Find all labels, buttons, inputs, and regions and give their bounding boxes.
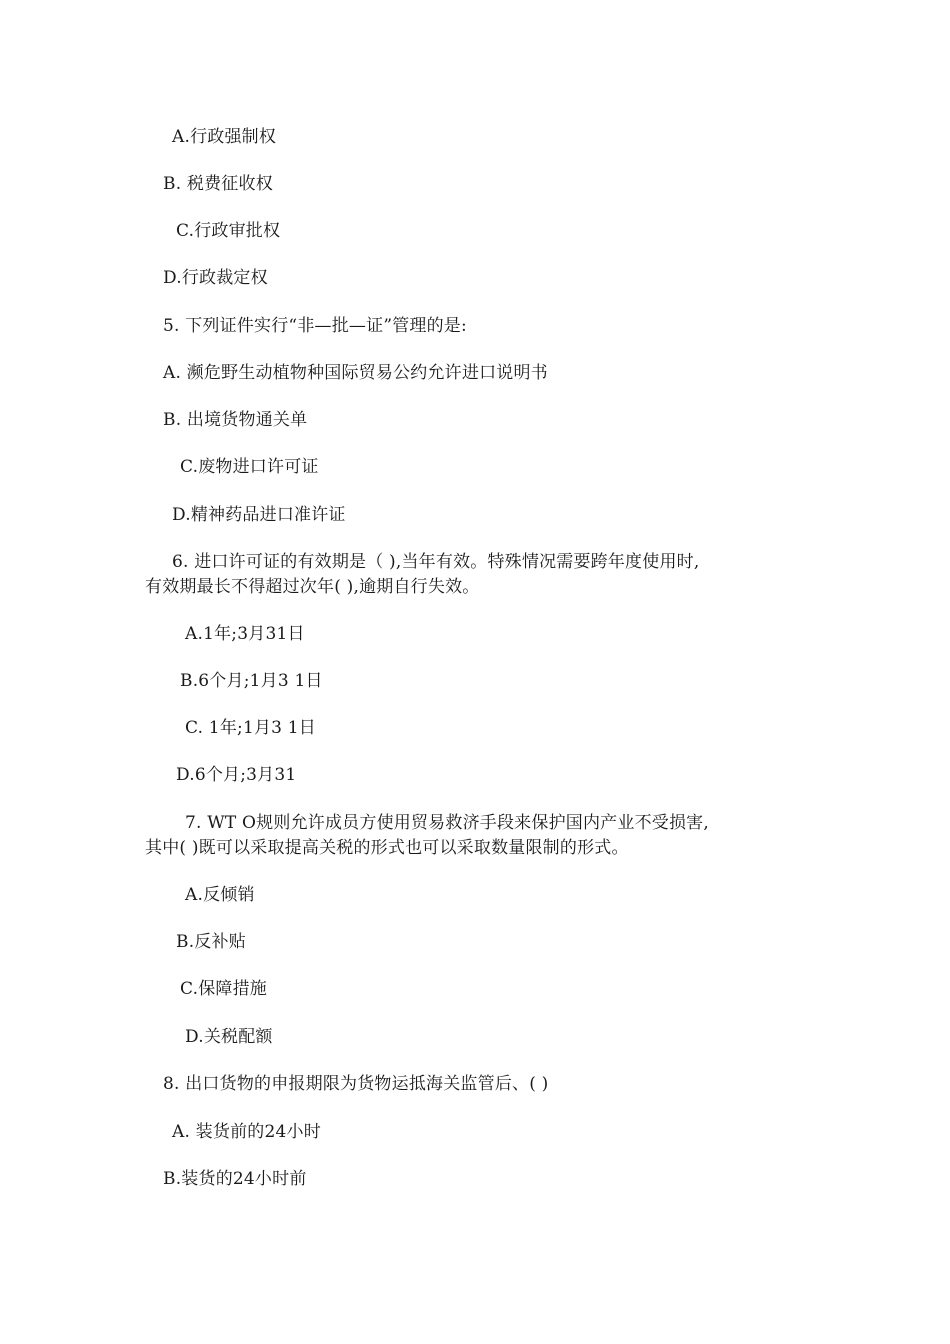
option-a-q5: A. 濒危野生动植物种国际贸易公约允许进口说明书	[163, 363, 548, 383]
question-7-line-1: 7. WT O规则允许成员方使用贸易救济手段来保护国内产业不受损害,	[185, 813, 709, 833]
option-a-q7: A.反倾销	[185, 885, 255, 905]
question-7-line-2: 其中( )既可以采取提高关税的形式也可以采取数量限制的形式。	[145, 838, 629, 858]
question-6-line-2: 有效期最长不得超过次年( ),逾期自行失效。	[145, 577, 480, 597]
option-a-q8: A. 装货前的24小时	[172, 1122, 321, 1142]
option-c-q4: C.行政审批权	[176, 221, 281, 241]
question-8: 8. 出口货物的申报期限为货物运抵海关监管后、( )	[163, 1074, 549, 1094]
option-b-q5: B. 出境货物通关单	[163, 410, 308, 430]
question-6-line-1: 6. 进口许可证的有效期是（ ),当年有效。特殊情况需要跨年度使用时,	[172, 552, 700, 572]
option-b-q8: B.装货的24小时前	[163, 1169, 307, 1189]
option-a-q4: A.行政强制权	[172, 127, 277, 147]
option-a-q6: A.1年;3月31日	[185, 624, 305, 644]
option-b-q4: B. 税费征收权	[163, 174, 273, 194]
option-d-q7: D.关税配额	[185, 1027, 273, 1047]
option-d-q5: D.精神药品进口准许证	[172, 505, 346, 525]
option-c-q7: C.保障措施	[180, 979, 268, 999]
question-5: 5. 下列证件实行“非—批—证”管理的是:	[163, 316, 467, 336]
option-c-q6: C. 1年;1月3 1日	[185, 718, 317, 738]
option-b-q6: B.6个月;1月3 1日	[180, 671, 323, 691]
option-d-q4: D.行政裁定权	[163, 268, 268, 288]
option-d-q6: D.6个月;3月31	[176, 765, 297, 785]
option-b-q7: B.反补贴	[176, 932, 246, 952]
option-c-q5: C.废物进口许可证	[180, 457, 319, 477]
